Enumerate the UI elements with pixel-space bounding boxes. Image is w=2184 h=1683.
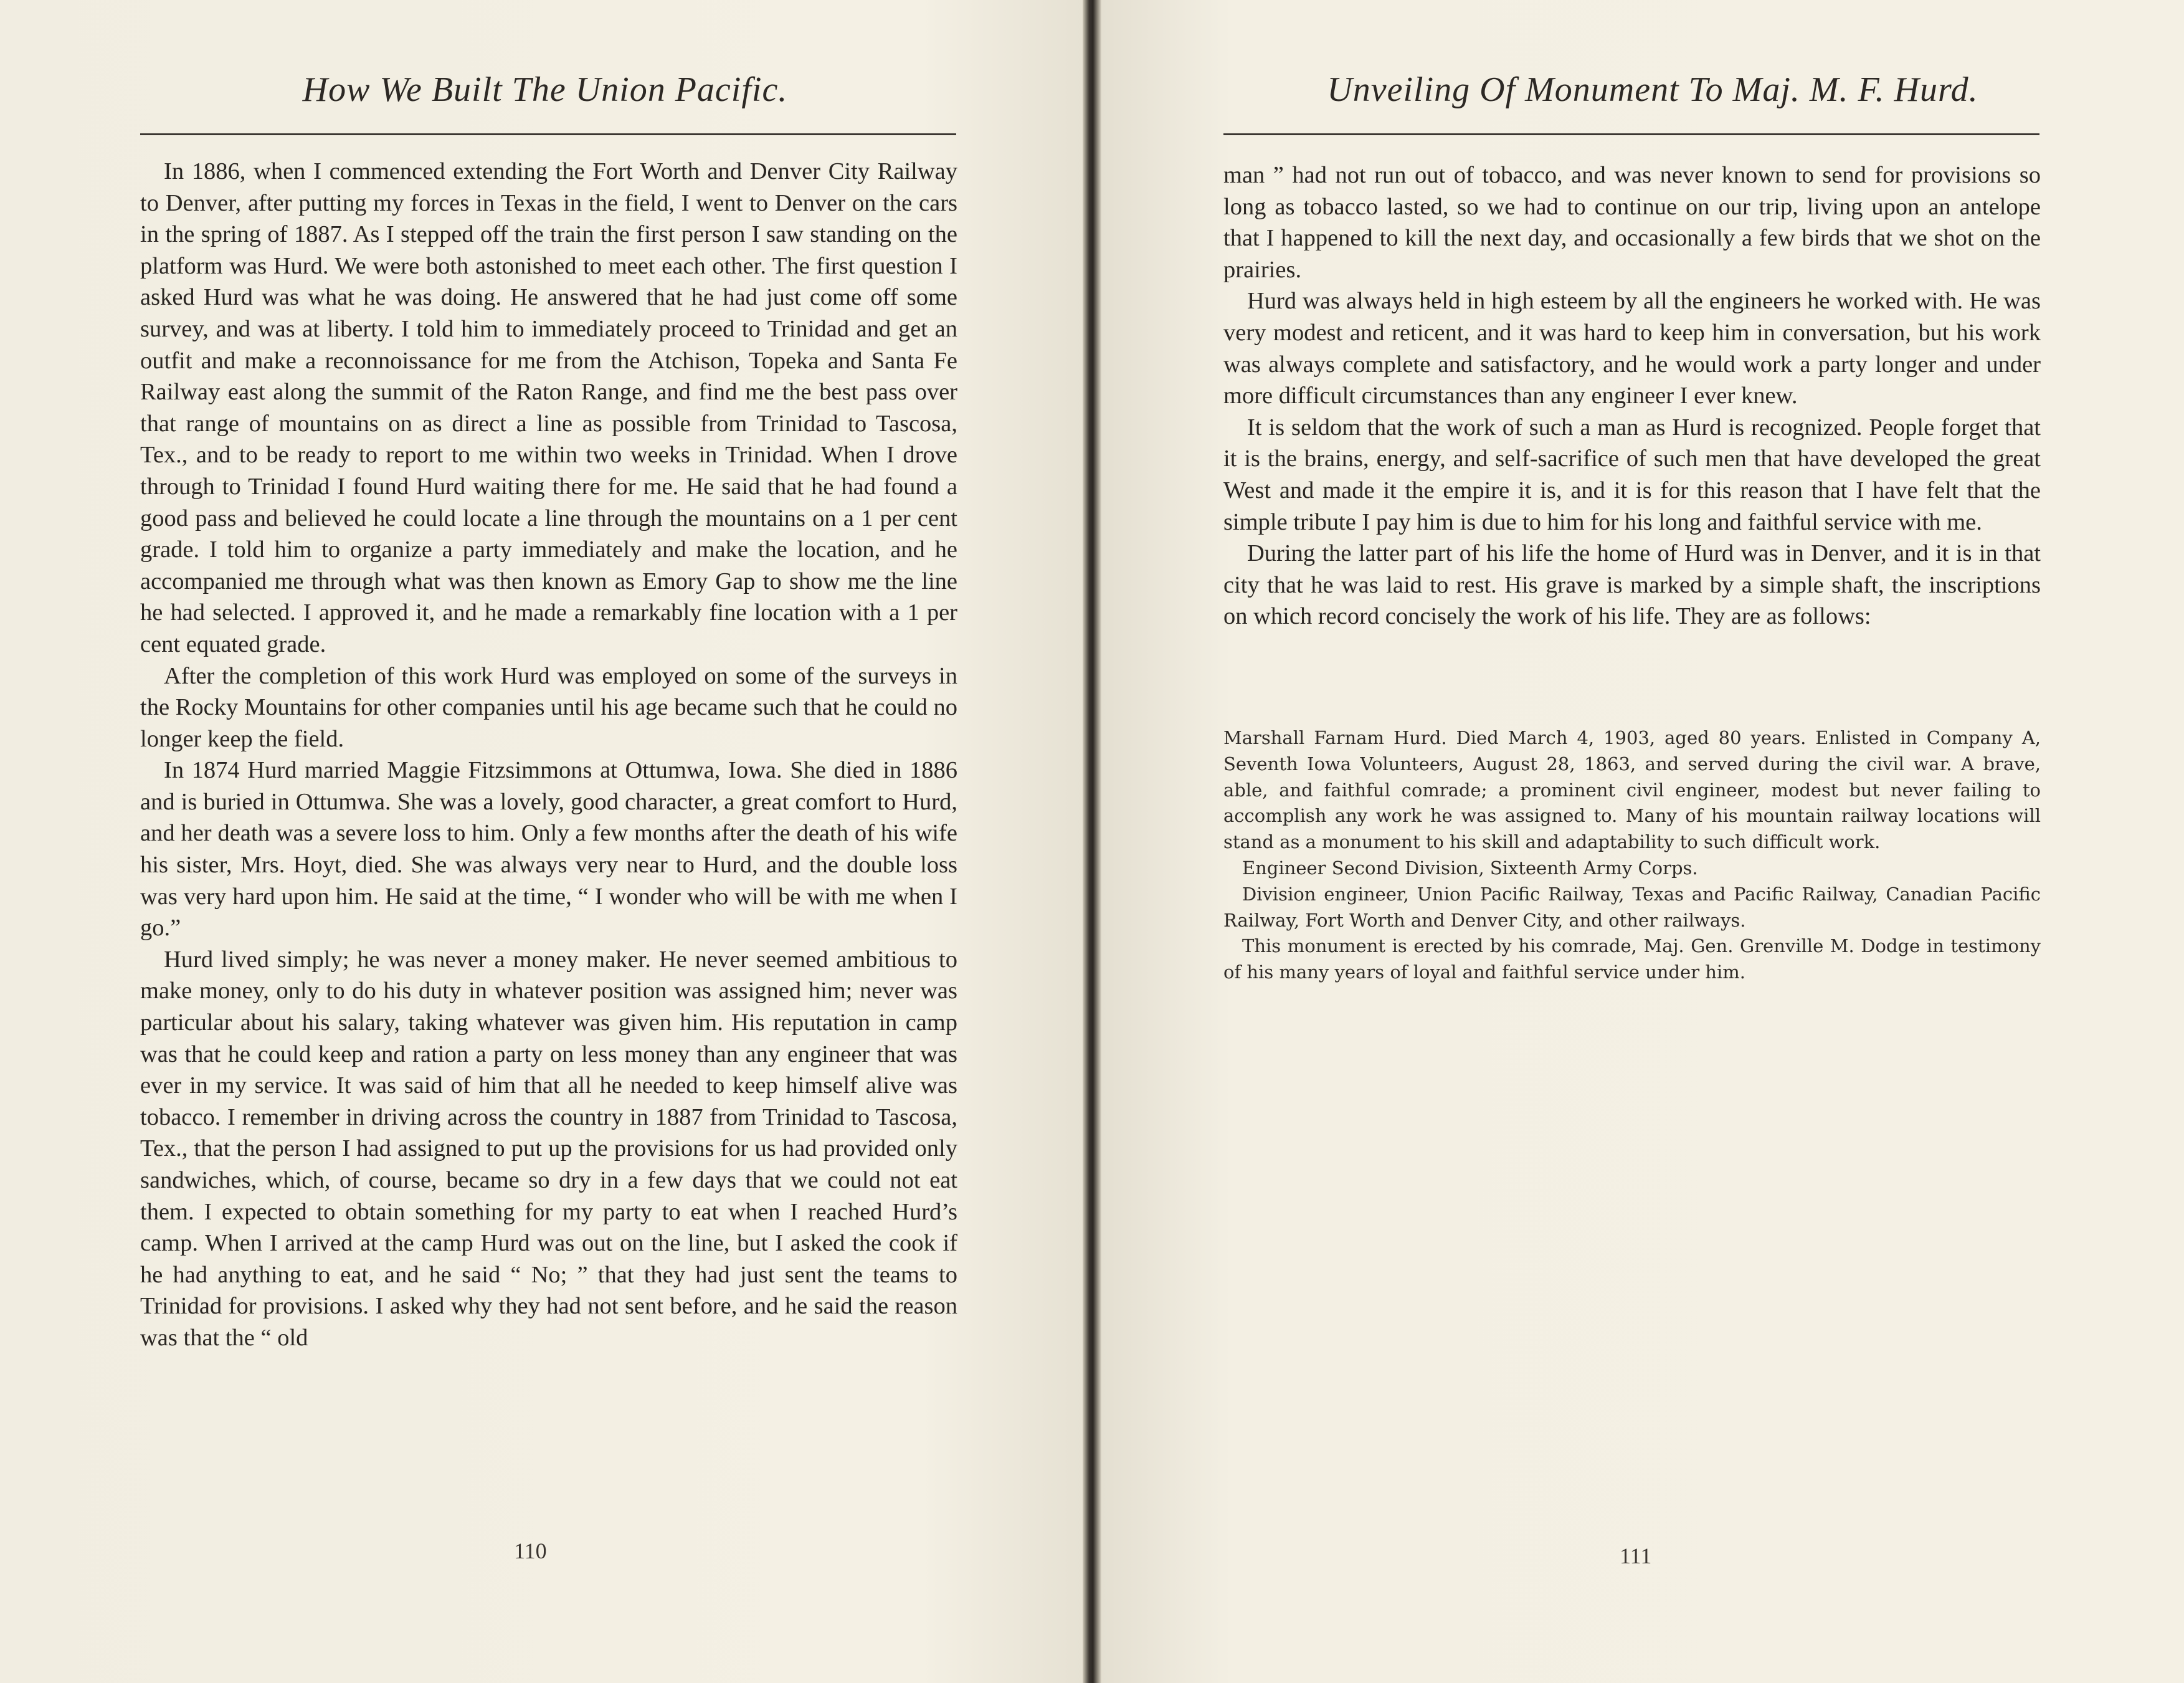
inscription-line: Engineer Second Division, Sixteenth Army Corps. [1242,857,1698,879]
page-number: 110 [514,1538,547,1563]
running-header: How We Built The Union Pacific. [302,70,788,109]
paragraph: man ” had not run out of tobacco, and was never known to send for provisions so long as tobacco lasted, so we had to continue on our trip, living upon an antelope that I happened to kill the next day, and occasionally a few birds that we shot on the prairies. [1223,162,2041,283]
paragraph: In 1886, when I commenced extending the Fort Worth and Denver City Railway to Denver, after putting my forces in Texas in the field, I went to Denver on the cars in the spring of 1887. As I stepped off the train the first person I saw standing on the platform was Hurd. We were both astonished to meet each other. The first question I asked Hurd was what he was doing. He answered that he had just come off some survey, and was at liberty. I told him to immediately proceed to Trinidad and get an outfit and make a reconnoissance for me from the Atchison, Topeka and Santa Fe Railway east along the summit of the Raton Range, and find me the best pass over that range of mountains on as direct a line as possible from Trinidad to Tascosa, Tex., and to be ready to report to me within two weeks in Trinidad. When I drove through to Trinidad I found Hurd waiting there for me. He said that he had found a good pass and believed he could locate a line through the mountains on a 1 per cent grade. I told him to organize a party immediately and make the location, and he accompanied me through what was then known as Emory Gap to show me the line he had selected. I approved it, and he made a remarkably fine location with a 1 per cent equated grade. [140,158,957,657]
running-header: Unveiling Of Monument To Maj. M. F. Hurd. [1327,70,1978,109]
paragraph: Hurd was always held in high esteem by all the engineers he worked with. He was very modest and reticent, and it was hard to keep him in conversation, but his work was always complete and satisfactory, and he would work a party longer and under more difficult circumstances than any engineer I ever knew. [1223,288,2041,409]
body-text [1223,160,2041,632]
page-number: 111 [1620,1543,1652,1568]
monument-inscription [1223,725,2041,986]
inscription-line: Marshall Farnam Hurd. Died March 4, 1903, aged 80 years. Enlisted in Company A, Seventh Iowa Volunteers, August 28, 1863, and served during the civil war. A brave, able, and faithful comrade; a prominent civil engineer, modest but never failing to accomplish any work he was assigned to. Many of his mountain railway locations will stand as a monument to his skill and adaptability to such difficult work. [1223,727,2041,853]
inscription-line: This monument is erected by his comrade, Maj. Gen. Grenville M. Dodge in testimony of his many years of loyal and faithful service under him. [1223,935,2041,983]
paragraph: After the completion of this work Hurd was employed on some of the surveys in the Rocky Mountains for other companies until his age became such that he could no longer keep the field. [140,662,957,752]
header-rule [140,133,956,135]
paragraph: During the latter part of his life the home of Hurd was in Denver, and it is in that city that he was laid to rest. His grave is marked by a simple shaft, the inscriptions on which record concisely the work of his life. They are as follows: [1223,540,2041,630]
header-rule [1223,133,2039,135]
book-gutter [1083,0,1101,1683]
left-page [0,0,1083,1683]
paragraph: It is seldom that the work of such a man as Hurd is recognized. People forget that it is the brains, energy, and self-sacrifice of such men that have developed the great West and made it the empire it is, and it is for this reason that I have felt that the simple tribute I pay him is due to him for his long and faithful service with me. [1223,414,2041,535]
paragraph: Hurd lived simply; he was never a money maker. He never seemed ambitious to make money, only to do his duty in whatever position was assigned him; never was particular about his salary, taking whatever was given him. His reputation in camp was that he could keep and ration a party on less money than any engineer that was ever in my service. It was said of him that all he needed to keep himself alive was tobacco. I remember in driving across the country in 1887 from Trinidad to Tascosa, Tex., that the person I had assigned to put up the provisions for us had provided only sandwiches, which, of course, became so dry in a few days that we could not eat them. I expected to obtain something for my party to eat when I reached Hurd’s camp. When I arrived at the camp Hurd was out on the line, but I asked the cook if he had anything to eat, and he said “ No; ” that they had just sent the teams to Trinidad for provisions. I asked why they had not sent before, and he said the reason was that the “ old [140,946,957,1351]
right-page [1101,0,2184,1683]
paragraph: In 1874 Hurd married Maggie Fitzsimmons at Ottumwa, Iowa. She died in 1886 and is buried in Ottumwa. She was a lovely, good character, a great comfort to Hurd, and her death was a severe loss to him. Only a few months after the death of his wife his sister, Mrs. Hoyt, died. She was always very near to Hurd, and the double loss was very hard upon him. He said at the time, “ I wonder who will be with me when I go.” [140,757,957,942]
inscription-line: Division engineer, Union Pacific Railway, Texas and Pacific Railway, Canadian Pacific Railway, Fort Worth and Denver City, and other railways. [1223,883,2041,931]
body-text [140,156,957,1354]
